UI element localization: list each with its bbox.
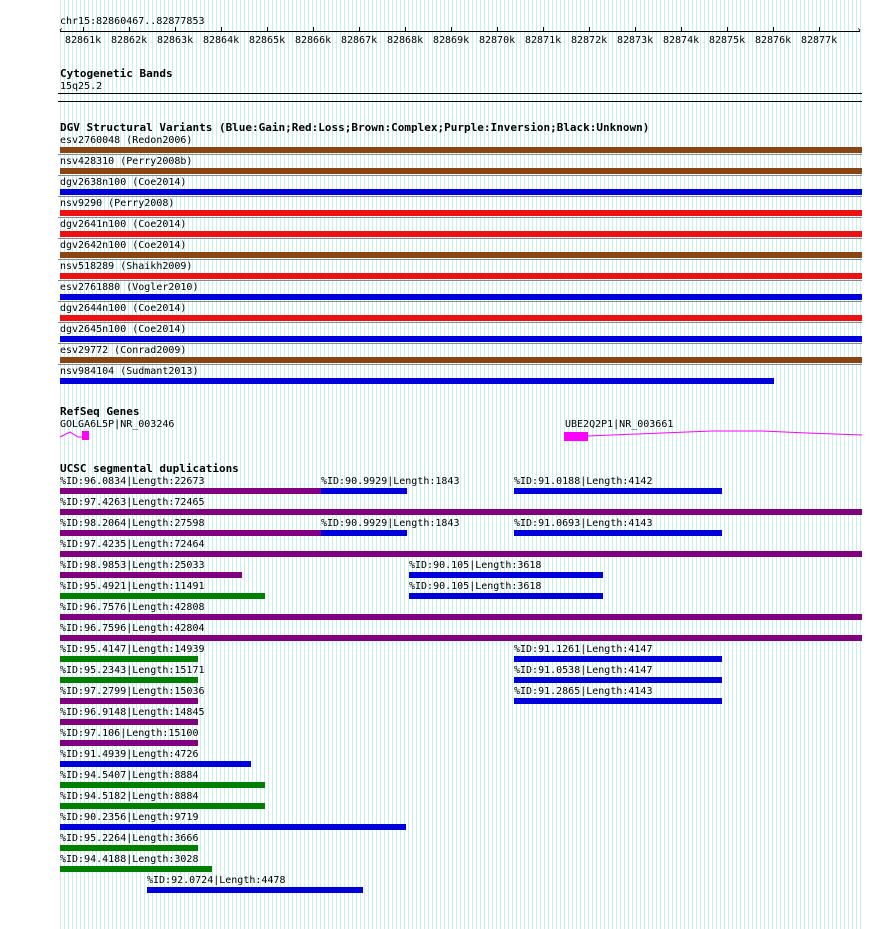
grid-line: [580, 0, 581, 929]
grid-line: [360, 0, 361, 929]
grid-line: [280, 0, 281, 929]
grid-line: [484, 0, 485, 929]
grid-line: [664, 0, 665, 929]
segdup-label[interactable]: %ID:97.106|Length:15100: [60, 728, 199, 739]
grid-line: [740, 0, 741, 929]
ruler-tick-label: 82871k: [525, 35, 562, 46]
segdup-label[interactable]: %ID:97.4263|Length:72465: [60, 497, 205, 508]
segdup-label[interactable]: %ID:91.0538|Length:4147: [514, 665, 653, 676]
ruler-tick-label: 82864k: [203, 35, 240, 46]
grid-line: [596, 0, 597, 929]
grid-line: [512, 0, 513, 929]
grid-line: [572, 0, 573, 929]
grid-line: [824, 0, 825, 929]
dgv-item-label[interactable]: esv29772 (Conrad2009): [60, 345, 187, 356]
grid-line: [672, 0, 673, 929]
segdup-label[interactable]: %ID:91.1261|Length:4147: [514, 644, 653, 655]
grid-line: [496, 0, 497, 929]
grid-line: [816, 0, 817, 929]
grid-line: [712, 0, 713, 929]
dgv-item-bar[interactable]: [60, 273, 862, 279]
dgv-item-label[interactable]: dgv2638n100 (Coe2014): [60, 177, 187, 188]
dgv-item-label[interactable]: nsv518289 (Shaikh2009): [60, 261, 193, 272]
grid-line: [556, 0, 557, 929]
segdup-bar[interactable]: [60, 698, 198, 704]
grid-line: [860, 0, 861, 929]
grid-line: [328, 0, 329, 929]
segdup-label[interactable]: %ID:97.4235|Length:72464: [60, 539, 205, 550]
grid-line: [696, 0, 697, 929]
grid-line: [348, 0, 349, 929]
grid-line: [804, 0, 805, 929]
grid-line: [264, 0, 265, 929]
row-separator: [58, 322, 862, 323]
dgv-item-label[interactable]: dgv2645n100 (Coe2014): [60, 324, 187, 335]
grid-line: [836, 0, 837, 929]
segdup-bar[interactable]: [514, 530, 722, 536]
grid-line: [252, 0, 253, 929]
grid-line: [544, 0, 545, 929]
track-title-cytogenetic-bands[interactable]: Cytogenetic Bands: [60, 67, 173, 80]
segdup-label[interactable]: %ID:94.5182|Length:8884: [60, 791, 199, 802]
grid-line: [548, 0, 549, 929]
dgv-item-bar[interactable]: [60, 336, 862, 342]
grid-line: [700, 0, 701, 929]
dgv-item-bar[interactable]: [60, 378, 774, 384]
grid-line: [256, 0, 257, 929]
segdup-label[interactable]: %ID:91.4939|Length:4726: [60, 749, 199, 760]
segdup-bar[interactable]: [60, 824, 406, 830]
ruler-tick-label: 82874k: [663, 35, 700, 46]
ruler-tick-label: 82870k: [479, 35, 516, 46]
grid-line: [492, 0, 493, 929]
grid-line: [648, 0, 649, 929]
grid-line: [312, 0, 313, 929]
segdup-bar[interactable]: [321, 488, 407, 494]
grid-line: [436, 0, 437, 929]
ruler-tick: [543, 27, 544, 32]
grid-line: [808, 0, 809, 929]
grid-line: [536, 0, 537, 929]
dgv-item-bar[interactable]: [60, 168, 862, 174]
grid-line: [332, 0, 333, 929]
segdup-bar[interactable]: [514, 677, 722, 683]
ruler-tick: [313, 27, 314, 32]
grid-line: [708, 0, 709, 929]
ruler-tick-label: 82865k: [249, 35, 286, 46]
segdup-bar[interactable]: [60, 719, 198, 725]
segdup-bar[interactable]: [514, 488, 722, 494]
segdup-bar[interactable]: [321, 530, 407, 536]
grid-line: [284, 0, 285, 929]
dgv-item-bar[interactable]: [60, 147, 862, 153]
ruler-tick-label: 82861k: [65, 35, 102, 46]
grid-line: [620, 0, 621, 929]
grid-line: [800, 0, 801, 929]
dgv-item-bar[interactable]: [60, 252, 862, 258]
segdup-bar[interactable]: [60, 509, 862, 515]
ruler-tick: [819, 27, 820, 32]
grid-line: [752, 0, 753, 929]
grid-line: [356, 0, 357, 929]
grid-line: [772, 0, 773, 929]
grid-line: [240, 0, 241, 929]
grid-line: [464, 0, 465, 929]
grid-line: [776, 0, 777, 929]
ruler-tick: [727, 27, 728, 32]
row-separator: [58, 301, 862, 302]
grid-line: [592, 0, 593, 929]
dgv-item-label[interactable]: nsv984104 (Sudmant2013): [60, 366, 199, 377]
row-separator: [58, 217, 862, 218]
grid-line: [656, 0, 657, 929]
grid-line: [688, 0, 689, 929]
segdup-label[interactable]: %ID:96.7576|Length:42808: [60, 602, 205, 613]
segdup-bar[interactable]: [60, 551, 862, 557]
grid-line: [380, 0, 381, 929]
grid-line: [788, 0, 789, 929]
grid-line: [692, 0, 693, 929]
grid-line: [268, 0, 269, 929]
ruler-tick: [589, 27, 590, 32]
grid-line: [668, 0, 669, 929]
grid-line: [488, 0, 489, 929]
ruler-tick-label: 82875k: [709, 35, 746, 46]
row-separator: [58, 154, 862, 155]
ruler-tick: [359, 27, 360, 32]
segdup-label[interactable]: %ID:90.2356|Length:9719: [60, 812, 199, 823]
dgv-item-label[interactable]: dgv2642n100 (Coe2014): [60, 240, 187, 251]
ruler-axis: [60, 31, 860, 32]
grid-line: [828, 0, 829, 929]
segdup-bar[interactable]: [60, 782, 265, 788]
grid-line: [344, 0, 345, 929]
grid-line: [428, 0, 429, 929]
ruler-tick-label: 82872k: [571, 35, 608, 46]
grid-line: [524, 0, 525, 929]
ruler-tick: [267, 27, 268, 32]
grid-line: [576, 0, 577, 929]
grid-line: [420, 0, 421, 929]
grid-line: [608, 0, 609, 929]
grid-line: [388, 0, 389, 929]
segdup-bar[interactable]: [60, 866, 212, 872]
dgv-item-label[interactable]: nsv9290 (Perry2008): [60, 198, 175, 209]
grid-line: [720, 0, 721, 929]
ruler-tick: [773, 27, 774, 32]
dgv-item-label[interactable]: dgv2641n100 (Coe2014): [60, 219, 187, 230]
row-separator: [58, 238, 862, 239]
position-label: chr15:82860467..82877853: [60, 16, 205, 27]
grid-line: [632, 0, 633, 929]
gene-golga6l5p-model[interactable]: [58, 428, 94, 442]
grid-line: [412, 0, 413, 929]
grid-line: [456, 0, 457, 929]
segdup-label[interactable]: %ID:96.0834|Length:22673: [60, 476, 205, 487]
grid-line: [640, 0, 641, 929]
gene-label-ube2q2p1[interactable]: UBE2Q2P1|NR_003661: [565, 419, 674, 430]
segdup-label[interactable]: %ID:95.4921|Length:11491: [60, 581, 205, 592]
grid-line: [244, 0, 245, 929]
grid-line: [732, 0, 733, 929]
segdup-label[interactable]: %ID:94.4188|Length:3028: [60, 854, 199, 865]
dgv-item-label[interactable]: dgv2644n100 (Coe2014): [60, 303, 187, 314]
grid-line: [840, 0, 841, 929]
grid-line: [588, 0, 589, 929]
track-title-dgv[interactable]: DGV Structural Variants (Blue:Gain;Red:Loss;Brown:Complex;Purple:Inversion;Black:Unknown): [60, 121, 650, 134]
segdup-label[interactable]: %ID:96.9148|Length:14845: [60, 707, 205, 718]
ruler-tick-label: 82877k: [801, 35, 838, 46]
grid-line: [396, 0, 397, 929]
segdup-label[interactable]: %ID:95.2343|Length:15171: [60, 665, 205, 676]
segdup-bar[interactable]: [60, 635, 862, 641]
grid-line: [796, 0, 797, 929]
grid-line: [780, 0, 781, 929]
grid-line: [728, 0, 729, 929]
segdup-label[interactable]: %ID:91.0693|Length:4143: [514, 518, 653, 529]
grid-line: [316, 0, 317, 929]
dgv-item-bar[interactable]: [60, 210, 862, 216]
dgv-item-label[interactable]: esv2760048 (Redon2006): [60, 135, 193, 146]
segdup-bar[interactable]: [514, 656, 722, 662]
grid-line: [552, 0, 553, 929]
grid-line: [768, 0, 769, 929]
grid-line: [624, 0, 625, 929]
ruler-arrow-left: ‹: [58, 25, 65, 36]
grid-line: [448, 0, 449, 929]
segdup-label[interactable]: %ID:97.2799|Length:15036: [60, 686, 205, 697]
row-separator: [58, 364, 862, 365]
track-title-segdups[interactable]: UCSC segmental duplications: [60, 462, 239, 475]
grid-line: [376, 0, 377, 929]
row-separator: [58, 343, 862, 344]
grid-line: [644, 0, 645, 929]
gene-ube2q2p1-model[interactable]: [562, 426, 864, 442]
row-separator: [58, 280, 862, 281]
dgv-item-bar[interactable]: [60, 189, 862, 195]
ruler-tick-label: 82862k: [111, 35, 148, 46]
grid-line: [444, 0, 445, 929]
segdup-label[interactable]: %ID:91.2865|Length:4143: [514, 686, 653, 697]
cytoband-line-bottom: [58, 101, 862, 102]
segdup-bar[interactable]: [60, 803, 265, 809]
grid-line: [748, 0, 749, 929]
grid-line: [716, 0, 717, 929]
ruler-tick-label: 82876k: [755, 35, 792, 46]
grid-line: [336, 0, 337, 929]
grid-line: [744, 0, 745, 929]
gene-label-golga6l5p[interactable]: GOLGA6L5P|NR_003246: [60, 419, 175, 430]
dgv-item-bar[interactable]: [60, 315, 862, 321]
grid-line: [736, 0, 737, 929]
ruler-tick-label: 82869k: [433, 35, 470, 46]
grid-line: [520, 0, 521, 929]
grid-line: [560, 0, 561, 929]
grid-line: [392, 0, 393, 929]
grid-line: [480, 0, 481, 929]
grid-line: [476, 0, 477, 929]
grid-line: [364, 0, 365, 929]
row-separator: [58, 259, 862, 260]
grid-line: [792, 0, 793, 929]
grid-line: [584, 0, 585, 929]
segdup-label[interactable]: %ID:94.5407|Length:8884: [60, 770, 199, 781]
grid-line: [372, 0, 373, 929]
grid-line: [516, 0, 517, 929]
grid-line: [844, 0, 845, 929]
segdup-bar[interactable]: [60, 572, 242, 578]
grid-line: [600, 0, 601, 929]
grid-line: [424, 0, 425, 929]
segdup-bar[interactable]: [60, 677, 198, 683]
ruler-tick: [83, 27, 84, 32]
grid-line: [756, 0, 757, 929]
grid-line: [676, 0, 677, 929]
segdup-bar[interactable]: [147, 887, 363, 893]
grid-line: [820, 0, 821, 929]
grid-line: [784, 0, 785, 929]
segdup-bar[interactable]: [60, 614, 862, 620]
grid-line: [684, 0, 685, 929]
segdup-bar[interactable]: [60, 845, 198, 851]
dgv-item-bar[interactable]: [60, 357, 862, 363]
ruler-tick: [451, 27, 452, 32]
ruler-tick-label: 82873k: [617, 35, 654, 46]
segdup-bar[interactable]: [514, 698, 722, 704]
grid-line: [564, 0, 565, 929]
dgv-item-label[interactable]: esv2761880 (Vogler2010): [60, 282, 199, 293]
segdup-label[interactable]: %ID:90.105|Length:3618: [409, 560, 542, 571]
ruler-tick: [497, 27, 498, 32]
ruler-tick-label: 82866k: [295, 35, 332, 46]
dgv-item-label[interactable]: nsv428310 (Perry2008b): [60, 156, 193, 167]
grid-line: [764, 0, 765, 929]
segdup-bar[interactable]: [409, 593, 603, 599]
ruler-tick-label: 82863k: [157, 35, 194, 46]
ruler-tick: [681, 27, 682, 32]
grid-line: [628, 0, 629, 929]
grid-line: [296, 0, 297, 929]
segdup-label[interactable]: %ID:90.9929|Length:1843: [321, 518, 460, 529]
ruler-tick: [175, 27, 176, 32]
grid-line: [704, 0, 705, 929]
ruler-arrow-right: ›: [856, 25, 863, 36]
grid-line: [848, 0, 849, 929]
grid-line: [352, 0, 353, 929]
ruler-tick: [635, 27, 636, 32]
grid-line: [320, 0, 321, 929]
row-separator: [58, 196, 862, 197]
grid-line: [616, 0, 617, 929]
grid-line: [532, 0, 533, 929]
grid-line: [452, 0, 453, 929]
segdup-label[interactable]: %ID:95.4147|Length:14939: [60, 644, 205, 655]
segdup-label[interactable]: %ID:91.0188|Length:4142: [514, 476, 653, 487]
grid-line: [340, 0, 341, 929]
grid-line: [248, 0, 249, 929]
grid-line: [540, 0, 541, 929]
segdup-label[interactable]: %ID:90.105|Length:3618: [409, 581, 542, 592]
segdup-bar[interactable]: [60, 656, 198, 662]
ruler-tick: [129, 27, 130, 32]
grid-line: [528, 0, 529, 929]
grid-line: [368, 0, 369, 929]
grid-line: [500, 0, 501, 929]
track-title-refseq[interactable]: RefSeq Genes: [60, 405, 140, 418]
segdup-bar[interactable]: [409, 572, 603, 578]
grid-line: [308, 0, 309, 929]
grid-line: [300, 0, 301, 929]
grid-line: [460, 0, 461, 929]
ruler-tick-label: 82868k: [387, 35, 424, 46]
grid-line: [472, 0, 473, 929]
grid-line: [272, 0, 273, 929]
grid-line: [812, 0, 813, 929]
grid-line: [760, 0, 761, 929]
ruler-tick: [405, 27, 406, 32]
segdup-bar[interactable]: [60, 761, 251, 767]
grid-line: [288, 0, 289, 929]
grid-line: [604, 0, 605, 929]
segdup-label[interactable]: %ID:95.2264|Length:3666: [60, 833, 199, 844]
grid-line: [408, 0, 409, 929]
ruler-tick: [221, 27, 222, 32]
grid-line: [856, 0, 857, 929]
grid-line: [324, 0, 325, 929]
grid-line: [292, 0, 293, 929]
grid-line: [652, 0, 653, 929]
grid-line: [260, 0, 261, 929]
cytoband-label: 15q25.2: [60, 81, 103, 92]
segdup-label[interactable]: %ID:96.7596|Length:42804: [60, 623, 205, 634]
grid-line: [636, 0, 637, 929]
grid-line: [384, 0, 385, 929]
grid-line: [440, 0, 441, 929]
segdup-label[interactable]: %ID:92.0724|Length:4478: [147, 875, 286, 886]
grid-line: [832, 0, 833, 929]
segdup-bar[interactable]: [60, 593, 265, 599]
grid-line: [468, 0, 469, 929]
grid-line: [724, 0, 725, 929]
grid-line: [276, 0, 277, 929]
row-separator: [58, 175, 862, 176]
segdup-label[interactable]: %ID:98.9853|Length:25033: [60, 560, 205, 571]
grid-line: [400, 0, 401, 929]
grid-line: [680, 0, 681, 929]
grid-line: [852, 0, 853, 929]
cytoband-line-top: [58, 93, 862, 94]
grid-line: [504, 0, 505, 929]
segdup-label[interactable]: %ID:98.2064|Length:27598: [60, 518, 205, 529]
grid-line: [508, 0, 509, 929]
grid-line: [660, 0, 661, 929]
grid-line: [304, 0, 305, 929]
dgv-item-bar[interactable]: [60, 294, 862, 300]
grid-line: [416, 0, 417, 929]
grid-line: [404, 0, 405, 929]
dgv-item-bar[interactable]: [60, 231, 862, 237]
ruler-tick-label: 82867k: [341, 35, 378, 46]
grid-line: [432, 0, 433, 929]
grid-line: [568, 0, 569, 929]
grid-line: [612, 0, 613, 929]
segdup-bar[interactable]: [60, 740, 198, 746]
segdup-label[interactable]: %ID:90.9929|Length:1843: [321, 476, 460, 487]
